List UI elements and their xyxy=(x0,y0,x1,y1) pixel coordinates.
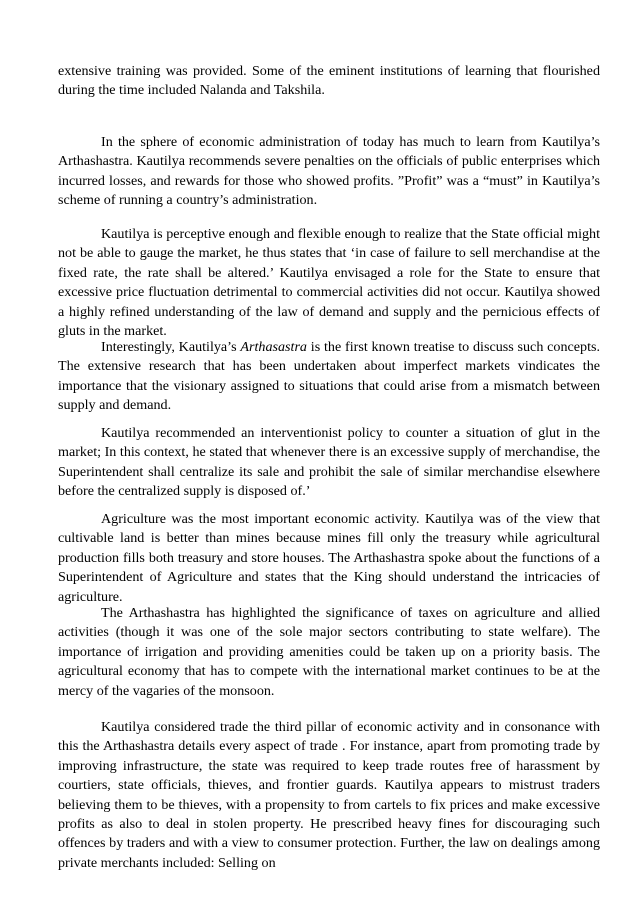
paragraph-text-after: is the first known treatise to discuss such concepts. The extensive research that has been undertaken about imperfect markets vindicates the importance that the visionary assigned to situations that could arise from a mismatch between supply and demand. xyxy=(58,339,601,414)
book-title-italic: Arthasastra xyxy=(240,339,307,355)
paragraph-trade xyxy=(58,718,600,873)
paragraph-text: In the sphere of economic administration of today has much to learn from Kautilya’s Arthashastra. Kautilya recommends severe penalties on the officials of public enterprises which incurred losses, and rewards for those who showed profits. ”Profit” was a “must” in Kautilya’s scheme of running a country’s administration. xyxy=(58,134,600,209)
paragraph-market-flexibility xyxy=(58,225,600,341)
paragraph-economic-administration xyxy=(58,133,600,211)
paragraph-taxes xyxy=(58,604,600,701)
paragraph-text xyxy=(58,338,600,416)
paragraph-treatise xyxy=(58,338,600,416)
paragraph-agriculture xyxy=(58,510,600,607)
paragraph-text: Kautilya is perceptive enough and flexible enough to realize that the State official might not be able to gauge the market, he thus states that ‘in case of failure to sell merchandise at the fixed rate, the rate shall be altered.’ Kautilya envisaged a role for the State to ensure that excessive price fluctuation detrimental to commercial activities did not occur. Kautilya showed a highly refined understanding of the law of demand and supply and the pernicious effects of gluts in the market. xyxy=(58,226,600,340)
paragraph-text: Agriculture was the most important economic activity. Kautilya was of the view that cultivable land is better than mines because mines fill only the treasury while agricultural production fills both treasury and store houses. The Arthashastra spoke about the functions of a Superintendent of Agriculture and states that the King should understand the intricacies of agriculture. xyxy=(58,511,600,605)
paragraph-text: Kautilya considered trade the third pillar of economic activity and in consonance with this the Arthashastra details every aspect of trade . For instance, apart from promoting trade by improving infrastructure, the state was required to keep trade routes free of harassment by courtiers, state officials, thieves, and frontier guards. Kautilya appears to mistrust traders believing them to be thieves, with a propensity to from cartels to fix prices and make excessive profits as also to deal in stolen property. He prescribed heavy fines for discouraging such offences by traders and with a view to consumer protection. Further, the law on dealings among private merchants included: Selling on xyxy=(58,719,600,871)
paragraph-continuation xyxy=(58,62,600,101)
paragraph-text: extensive training was provided. Some of the eminent institutions of learning that flourished during the time included Nalanda and Takshila. xyxy=(58,63,600,99)
paragraph-interventionist-policy xyxy=(58,424,600,502)
paragraph-text: The Arthashastra has highlighted the significance of taxes on agriculture and allied activities (though it was one of the sole major sectors contributing to state welfare). The importance of irrigation and providing amenities could be taken up on a priority basis. The agricultural economy that has to compete with the international market continues to be at the mercy of the vagaries of the monsoon. xyxy=(58,605,600,699)
paragraph-text-before: Interestingly, Kautilya’s xyxy=(101,339,241,355)
paragraph-text: Kautilya recommended an interventionist policy to counter a situation of glut in the market; In this context, he stated that whenever there is an excessive supply of merchandise, the Superintendent shall centralize its sale and prohibit the sale of similar merchandise elsewhere before the centralized supply is disposed of.’ xyxy=(58,425,600,500)
